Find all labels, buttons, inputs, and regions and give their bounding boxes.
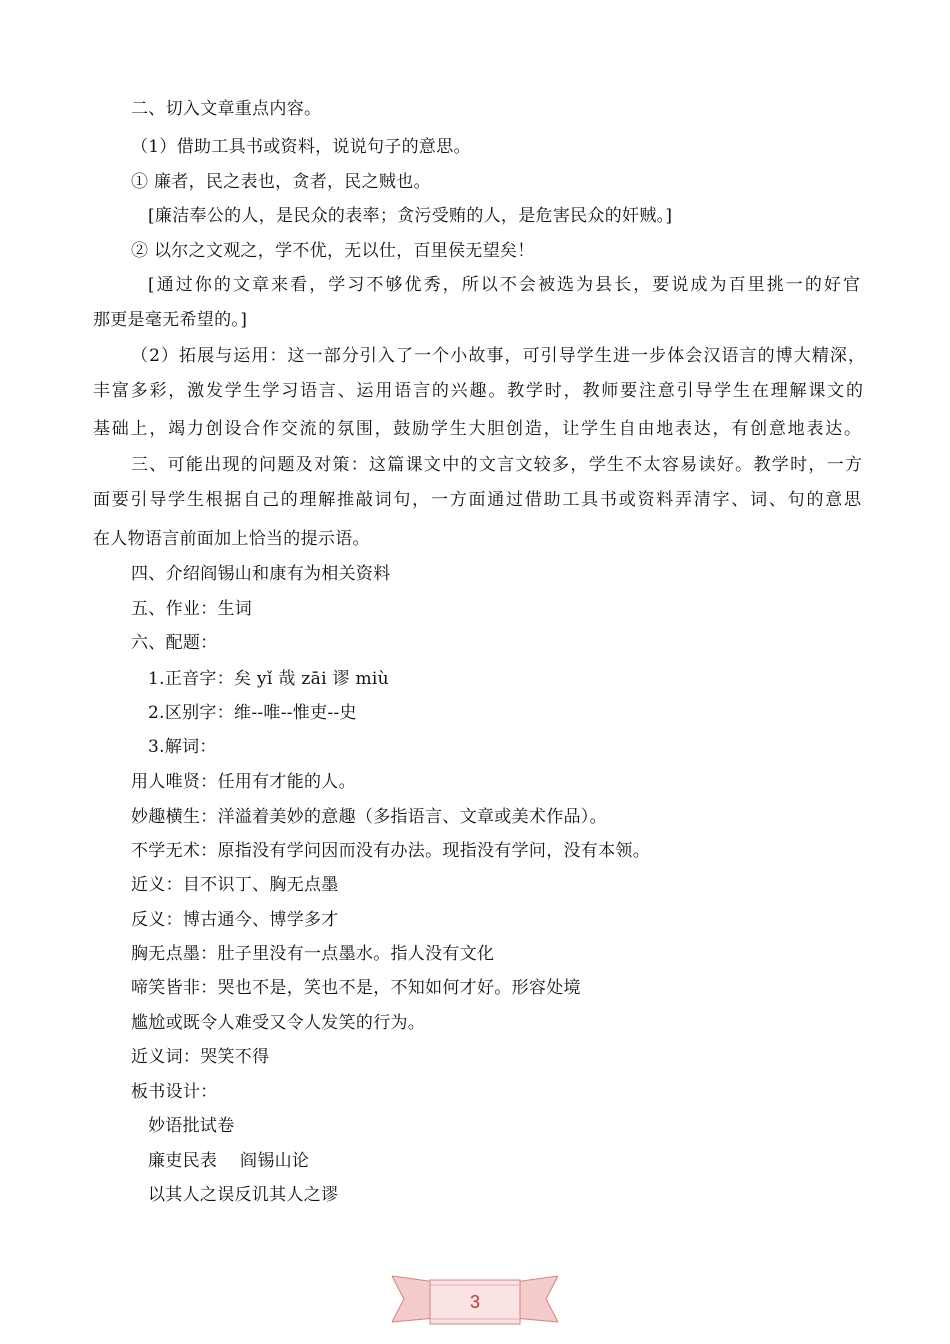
text-line: 3.解词：	[148, 737, 217, 757]
text-line: 2.区别字：维--唯--惟吏--史	[148, 703, 357, 723]
section-heading-5: 五、作业：生词	[131, 599, 253, 619]
page-number-badge	[392, 1272, 558, 1332]
text-line: 妙语批试卷	[148, 1116, 235, 1136]
text-line: 啼笑皆非：哭也不是，笑也不是，不知如何才好。形容处境	[131, 978, 581, 998]
text-line: 板书设计：	[131, 1082, 218, 1102]
text-line: 基础上，竭力创设合作交流的氛围，鼓励学生大胆创造，让学生自由地表达，有创意地表达。	[93, 419, 861, 439]
text-line: 不学无术：原指没有学问因而没有办法。现指没有学问，没有本领。	[131, 841, 650, 861]
text-line: 近义：目不识丁、胸无点墨	[131, 875, 339, 895]
text-line: 面要引导学生根据自己的理解推敲词句，一方面通过借助工具书或资料弄清字、词、句的意思	[93, 490, 861, 510]
text-line: 胸无点墨：肚子里没有一点墨水。指人没有文化	[131, 944, 495, 964]
text-line: 1.正音字：矣 yǐ 哉 zāi 谬 miù	[148, 669, 389, 689]
text-line: ① 廉者，民之表也，贪者，民之贼也。	[131, 172, 431, 192]
text-line: （1）借助工具书或资料，说说句子的意思。	[131, 137, 471, 157]
section-heading-2: 二、切入文章重点内容。	[131, 99, 322, 119]
section-heading-4: 四、介绍阎锡山和康有为相关资料	[131, 564, 391, 584]
page-number: 3	[469, 1292, 480, 1312]
text-line: 反义：博古通今、博学多才	[131, 910, 339, 930]
text-line: ② 以尔之文观之，学不优，无以仕，百里侯无望矣！	[131, 241, 535, 261]
text-line: 在人物语言前面加上恰当的提示语。	[93, 529, 370, 549]
text-line: [通过你的文章来看，学习不够优秀，所以不会被选为县长，要说成为百里挑一的好官	[148, 275, 860, 295]
text-line: 尴尬或既令人难受又令人发笑的行为。	[131, 1013, 426, 1033]
text-line: 那更是毫无希望的。]	[93, 310, 248, 330]
text-line: 廉吏民表 阎锡山论	[148, 1151, 310, 1171]
section-heading-6: 六、配题：	[131, 633, 218, 653]
text-line: 丰富多彩，激发学生学习语言、运用语言的兴趣。教学时，教师要注意引导学生在理解课文的	[93, 381, 863, 401]
section-heading-3: 三、可能出现的问题及对策：这篇课文中的文言文较多，学生不太容易读好。教学时，一方	[131, 455, 862, 475]
text-line: 近义词：哭笑不得	[131, 1047, 270, 1067]
text-line: 以其人之误反讥其人之谬	[148, 1185, 339, 1205]
text-line: （2）拓展与运用：这一部分引入了一个小故事，可引导学生进一步体会汉语言的博大精深，	[131, 346, 865, 366]
text-line: 妙趣横生：洋溢着美妙的意趣（多指语言、文章或美术作品）。	[131, 807, 607, 827]
text-line: 用人唯贤：任用有才能的人。	[131, 772, 356, 792]
text-line: [廉洁奉公的人，是民众的表率；贪污受贿的人，是危害民众的奸贼。]	[148, 206, 673, 226]
